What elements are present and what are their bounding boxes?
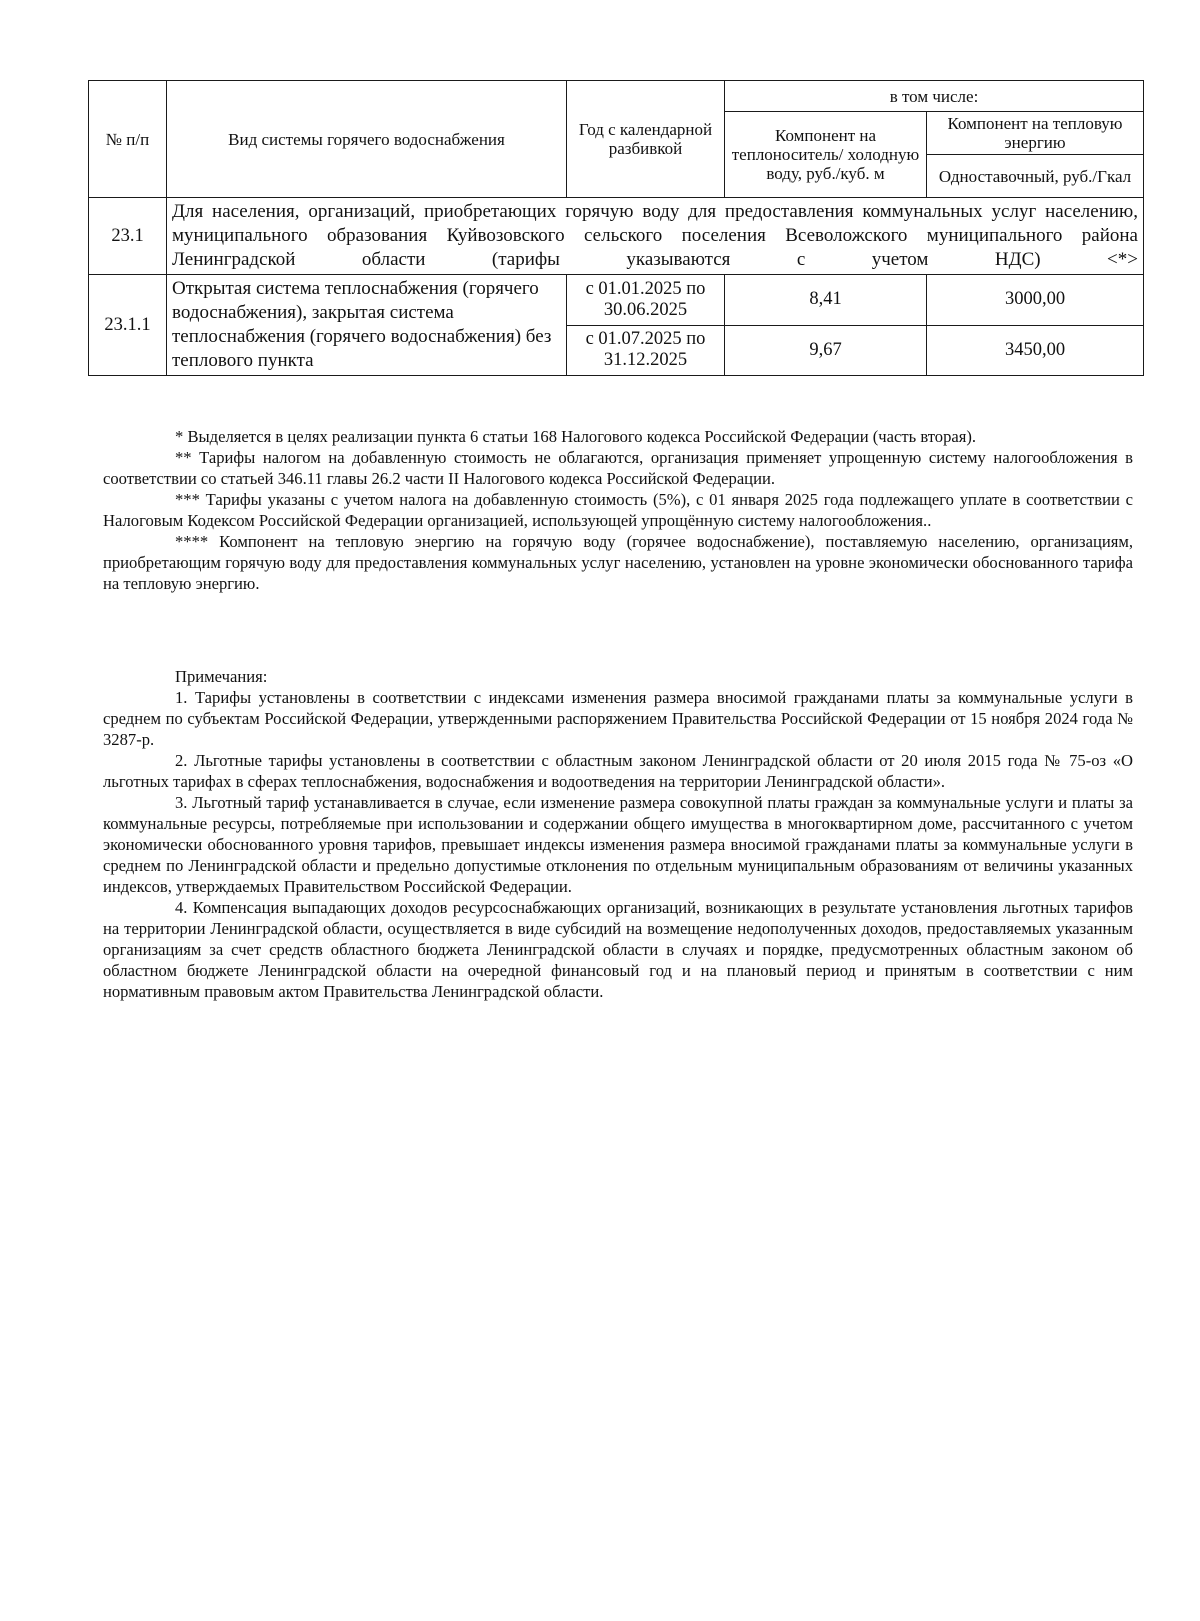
- row-heat-value: 3000,00: [927, 275, 1144, 326]
- row-period: с 01.07.2025 по 31.12.2025: [567, 325, 725, 376]
- remark-item: 1. Тарифы установлены в соответствии с индексами изменения размера вносимой гражданами платы за коммунальные услуги в среднем по субъектам Российской Федерации, утвержденными распоряжением Правительства Российской Федерации от 15 ноября 2024 года № 3287-р.: [103, 688, 1133, 749]
- row-number: 23.1.1: [89, 275, 167, 376]
- footnote: *** Тарифы указаны с учетом налога на добавленную стоимость (5%), с 01 января 2025 года подлежащего уплате в соответствии с Налоговым Кодексом Российской Федерации организацией, использующей упрощённую систему налогообложения..: [103, 490, 1133, 530]
- header-component-heat: Компонент на тепловую энергию: [927, 112, 1144, 155]
- header-component-water: Компонент на теплоноситель/ холодную воду, руб./куб. м: [725, 112, 927, 198]
- remark-item: 4. Компенсация выпадающих доходов ресурсоснабжающих организаций, возникающих в результате установления льготных тарифов на территории Ленинградской области, осуществляется в виде субсидий на возмещение недополученных доходов, предоставляемых указанным организациям за счет средств областного бюджета Ленинградской области в случаях и порядке, предусмотренных областным законом об областном бюджете Ленинградской области на очередной финансовый год и на плановый период и принятым в соответствии с ним нормативным правовым актом Правительства Ленинградской области.: [103, 898, 1133, 1001]
- section-description: Для населения, организаций, приобретающих горячую воду для предоставления коммунальных услуг населению, муниципального образования Куйвозовского сельского поселения Всеволожского муниципального района Ленинградской области (тарифы указываются с учетом НДС) <*>: [167, 198, 1144, 275]
- footnote: ** Тарифы налогом на добавленную стоимость не облагаются, организация применяет упрощенную систему налогообложения в соответствии со статьей 346.11 главы 26.2 части II Налогового кодекса Российской Федерации.: [103, 448, 1133, 488]
- header-including: в том числе:: [725, 81, 1144, 112]
- header-year: Год с календарной разбивкой: [567, 81, 725, 198]
- remark-item: 3. Льготный тариф устанавливается в случае, если изменение размера совокупной платы граждан за коммунальные услуги и платы за коммунальные ресурсы, потребляемые при использовании и содержании общего имущества в многоквартирном доме, рассчитанного с учетом экономически обоснованного уровня тарифов, превышает индексы изменения размера вносимой гражданами платы за коммунальные услуги в среднем по Ленинградской области и предельно допустимые отклонения по отдельным муниципальным образованиям от величины указанных индексов, утверждаемых Правительством Российской Федерации.: [103, 793, 1133, 896]
- row-water-value: 8,41: [725, 275, 927, 326]
- row-period: с 01.01.2025 по 30.06.2025: [567, 275, 725, 326]
- table-section-row: [89, 198, 1144, 275]
- row-heat-value: 3450,00: [927, 325, 1144, 376]
- footnotes: [103, 426, 1133, 594]
- footnote: **** Компонент на тепловую энергию на горячую воду (горячее водоснабжение), поставляемую населению, организациям, приобретающим горячую воду для предоставления коммунальных услуг населению, установлен на уровне экономически обоснованного тарифа на тепловую энергию.: [103, 532, 1133, 593]
- remarks: [103, 666, 1133, 1002]
- remark-item: 2. Льготные тарифы установлены в соответствии с областным законом Ленинградской области от 20 июля 2015 года № 75-оз «О льготных тарифах в сферах теплоснабжения, водоснабжения и водоотведения на территории Ленинградской области».: [103, 751, 1133, 791]
- header-number: № п/п: [89, 81, 167, 198]
- tariff-table: [88, 80, 1144, 376]
- row-water-value: 9,67: [725, 325, 927, 376]
- section-number: 23.1: [89, 198, 167, 275]
- remarks-title: Примечания:: [175, 667, 268, 686]
- table-header-row: [89, 81, 1144, 112]
- row-system-type: Открытая система теплоснабжения (горячего водоснабжения), закрытая система теплоснабжения (горячего водоснабжения) без теплового пункта: [167, 275, 567, 376]
- header-system-type: Вид системы горячего водоснабжения: [167, 81, 567, 198]
- footnote: * Выделяется в целях реализации пункта 6 статьи 168 Налогового кодекса Российской Федерации (часть вторая).: [175, 427, 977, 446]
- header-single-rate: Одноставочный, руб./Гкал: [927, 155, 1144, 198]
- table-row: [89, 275, 1144, 326]
